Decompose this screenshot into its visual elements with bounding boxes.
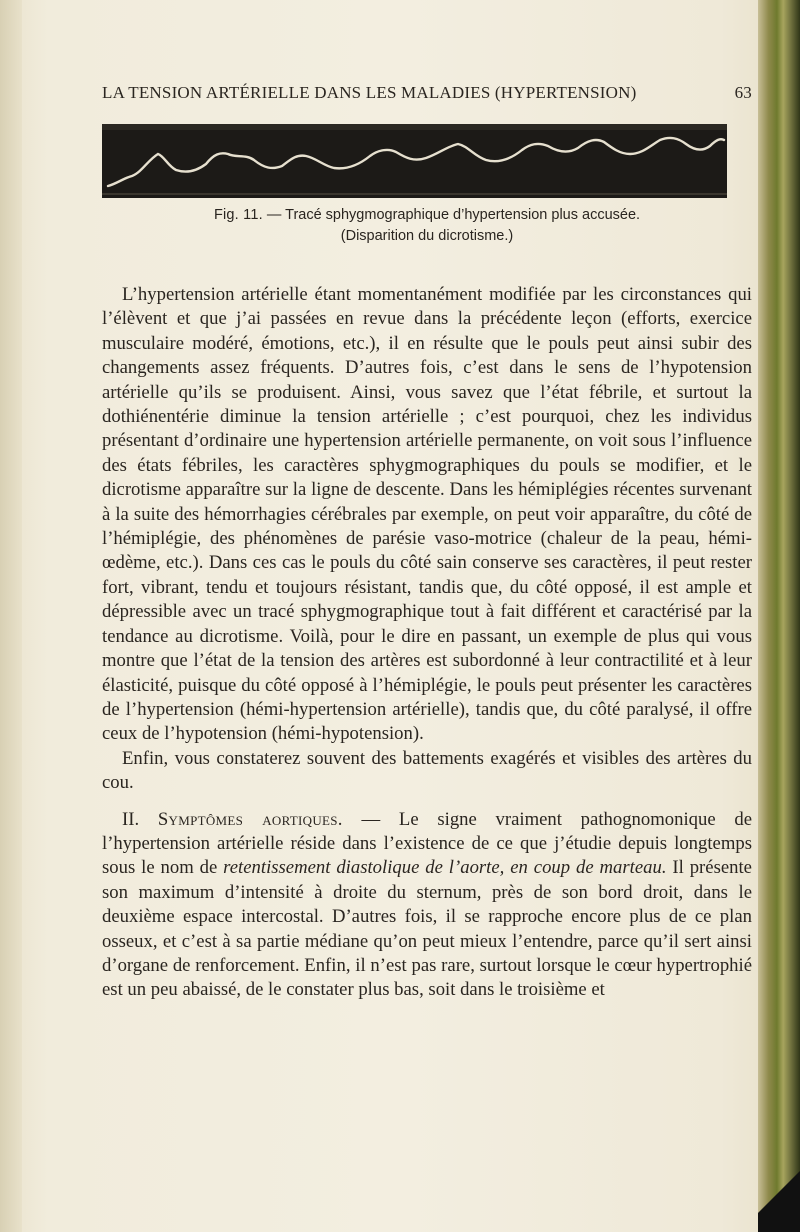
page-left-edge: [0, 0, 22, 1232]
section-heading: Symptômes aortiques.: [157, 808, 343, 830]
tracing-background: [102, 124, 727, 198]
spine-shadow: [758, 1162, 800, 1232]
body-text: [102, 283, 752, 1003]
paragraph-aortic-symptoms: [102, 808, 752, 1003]
section-number: II.: [122, 808, 158, 830]
paragraph-2: Enfin, vous constaterez souvent des battements exagérés et visibles des artères du cou.: [102, 747, 752, 794]
running-head: [102, 83, 752, 105]
sphygmographic-tracing: [102, 124, 727, 198]
section-text-b: Il présente son maximum d’intensité à droite du sternum, près de son bord droit, dans le deuxième espace intercostal. D’autres fois, il se rapproche encore plus de ce plan osseux, et c’est à sa partie médiane qu’on peut mieux l’entendre, parce qu’il sert ainsi d’organe de renforcement. Enfin, il n’est pas rare, surtout lorsque le cœur hypertrophié est un peu abaissé, de le constater plus bas, soit dans le troisième et: [102, 857, 752, 1001]
caption-dash: —: [262, 207, 286, 223]
figure-caption: [102, 205, 752, 247]
caption-note: (Disparition du dicrotisme.): [340, 228, 514, 244]
caption-text: Tracé sphygmographique d’hypertension plus accusée.: [285, 207, 641, 223]
book-spine: [758, 0, 800, 1232]
page-number: 63: [734, 83, 752, 102]
caption-line: [102, 205, 752, 226]
tracing-image: [102, 124, 727, 198]
section-italic: retentissement diastolique de l’aorte, en coup de marteau.: [223, 857, 667, 879]
figure-label: Fig. 11.: [213, 207, 263, 223]
running-title: LA TENSION ARTÉRIELLE DANS LES MALADIES (HYPERTENSION): [102, 83, 637, 102]
paragraph-1: L’hypertension artérielle étant momentanément modifiée par les circonstances qui l’élèvent et que j’ai passées en revue dans la précédente leçon (efforts, exercice musculaire modéré, émotions, etc.), il en résulte que le pouls peut ainsi subir des changements assez fréquents. D’autres fois, c’est dans le sens de l’hypotension artérielle qu’ils se produisent. Ainsi, vous savez que l’état fébrile, et surtout la dothiénentérie diminue la tension artérielle ; c’est pourquoi, chez les individus présentant d’ordinaire une hypertension artérielle permanente, on voit sous l’influence des états fébriles, les caractères sphygmographiques du pouls se modifier, et le dicrotisme apparaître sur la ligne de descente. Dans les hémiplégies récentes survenant à la suite des hémorrhagies cérébrales par exemple, on peut voir apparaître, du côté de l’hémiplégie, des phénomènes de parésie vaso-motrice (chaleur de la peau, hémi-œdème, etc.). Dans ces cas le pouls du côté sain conserve ses caractères, il peut rester fort, vibrant, tendu et toujours résistant, tandis que, du côté opposé, il est ample et dépressible avec un tracé sphygmographique tout à fait différent et caractérisé par la tendance au dicrotisme. Voilà, pour le dire en passant, un exemple de plus qui vous montre que l’état de la tension des artères est subordonné à leur contractilité et à leur élasticité, puisque du côté opposé à l’hémiplégie, le pouls peut présenter les caractères de l’hypertension (hémi-hypertension artérielle), tandis que, du côté paralysé, il offre ceux de l’hypotension (hémi-hypotension).: [102, 284, 752, 745]
section-text-a: — Le signe vraiment pathognomonique de l’hypertension artérielle réside dans l’existence de ce que j’étudie depuis longtemps sous le nom de: [102, 808, 752, 879]
